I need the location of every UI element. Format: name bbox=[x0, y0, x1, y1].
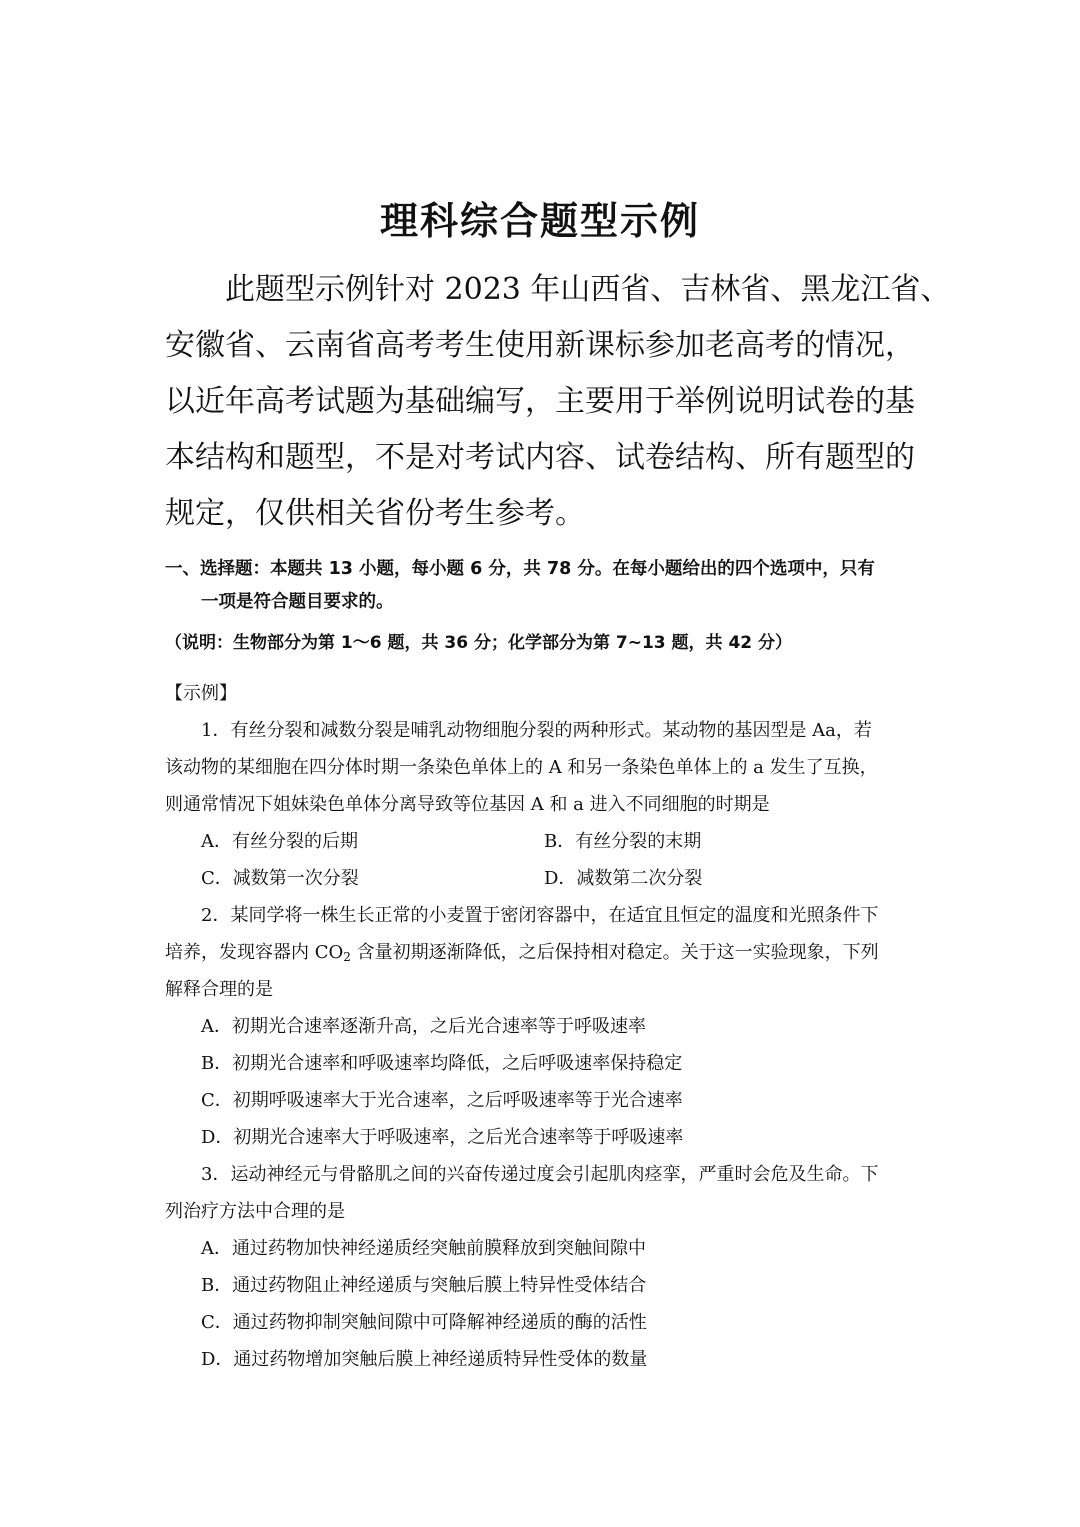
option-d: D．通过药物增加突触后膜上神经递质特异性受体的数量 bbox=[201, 1349, 648, 1370]
question-text-line: 则通常情况下姐妹染色单体分离导致等位基因 A 和 a 进入不同细胞的时期是 bbox=[165, 794, 770, 815]
option-c: C．通过药物抑制突触间隙中可降解神经递质的酶的活性 bbox=[201, 1312, 647, 1333]
question-text-fragment: 含量初期逐渐降低，之后保持相对稳定。关于这一实验现象，下列 bbox=[350, 942, 879, 963]
option-d: D．减数第二次分裂 bbox=[544, 868, 703, 889]
option-a: A．通过药物加快神经递质经突触前膜释放到突触间隙中 bbox=[201, 1238, 646, 1259]
question-text-line: 解释合理的是 bbox=[165, 979, 273, 1000]
question-1 bbox=[165, 712, 925, 897]
section-heading-line: 一、选择题：本题共 13 小题，每小题 6 分，共 78 分。在每小题给出的四个选项中，只有 bbox=[165, 559, 875, 579]
page-title: 理科综合题型示例 bbox=[379, 199, 700, 243]
question-text-line: 3．运动神经元与骨骼肌之间的兴奋传递过度会引起肌肉痉挛，严重时会危及生命。下 bbox=[201, 1164, 879, 1185]
subscript-2: 2 bbox=[343, 950, 351, 964]
option-c: C．初期呼吸速率大于光合速率，之后呼吸速率等于光合速率 bbox=[201, 1090, 683, 1111]
option-c: C．减数第一次分裂 bbox=[201, 868, 359, 889]
question-text-line bbox=[165, 934, 925, 971]
question-text-line: 2．某同学将一株生长正常的小麦置于密闭容器中，在适宜且恒定的温度和光照条件下 bbox=[201, 905, 879, 926]
intro-line: 此题型示例针对 2023 年山西省、吉林省、黑龙江省、 bbox=[225, 272, 951, 307]
option-a: A．初期光合速率逐渐升高，之后光合速率等于呼吸速率 bbox=[201, 1016, 646, 1037]
intro-line: 规定，仅供相关省份考生参考。 bbox=[165, 496, 585, 531]
example-label: 【示例】 bbox=[165, 683, 237, 704]
question-list bbox=[165, 712, 925, 1378]
intro-line: 本结构和题型，不是对考试内容、试卷结构、所有题型的 bbox=[165, 440, 915, 475]
intro-line: 安徽省、云南省高考考生使用新课标参加老高考的情况， bbox=[165, 328, 915, 363]
question-text-line: 1．有丝分裂和减数分裂是哺乳动物细胞分裂的两种形式。某动物的基因型是 Aa，若 bbox=[201, 720, 872, 741]
section-heading-line: 一项是符合题目要求的。 bbox=[201, 592, 394, 612]
option-row bbox=[165, 860, 925, 897]
option-b: B．初期光合速率和呼吸速率均降低，之后呼吸速率保持稳定 bbox=[201, 1053, 683, 1074]
option-a: A．有丝分裂的后期 bbox=[201, 831, 358, 852]
question-3 bbox=[165, 1156, 925, 1378]
section-heading bbox=[165, 553, 935, 619]
option-d: D．初期光合速率大于呼吸速率，之后光合速率等于呼吸速率 bbox=[201, 1127, 684, 1148]
section-note: （说明：生物部分为第 1～6 题，共 36 分；化学部分为第 7~13 题，共 42 分） bbox=[165, 633, 793, 653]
question-text-line: 该动物的某细胞在四分体时期一条染色单体上的 A 和另一条染色单体上的 a 发生了互换， bbox=[165, 757, 878, 778]
intro-paragraph bbox=[165, 265, 951, 545]
option-row bbox=[165, 823, 925, 860]
question-text-line: 列治疗方法中合理的是 bbox=[165, 1201, 345, 1222]
option-b: B．有丝分裂的末期 bbox=[544, 831, 702, 852]
question-text-fragment: 培养，发现容器内 CO bbox=[165, 942, 344, 963]
option-b: B．通过药物阻止神经递质与突触后膜上特异性受体结合 bbox=[201, 1275, 647, 1296]
intro-line: 以近年高考试题为基础编写，主要用于举例说明试卷的基 bbox=[165, 384, 915, 419]
question-2 bbox=[165, 897, 925, 1156]
